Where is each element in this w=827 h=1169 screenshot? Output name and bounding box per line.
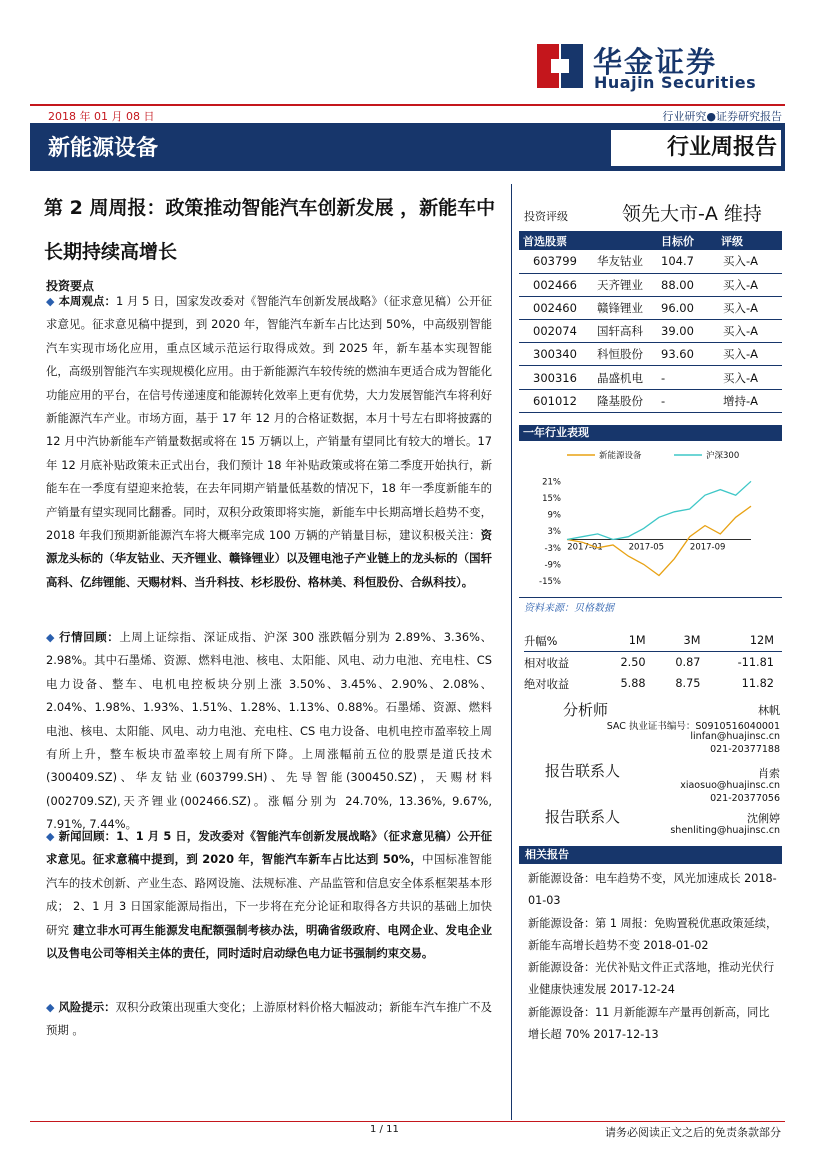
stock-row [519,250,782,273]
stock-row [519,320,782,343]
x-tick-label: 2017-05 [628,542,665,553]
stock-header-cell: 评级 [717,231,782,250]
stock-rating: 买入-A [717,320,782,343]
para-label: 本周观点： [58,294,117,308]
stock-name: 天齐锂业 [593,273,657,296]
report-title: 第 2 周周报：政策推动智能汽车创新发展 ，新能车中长期持续高增长 [44,197,496,263]
return-header-cell: 3M [654,630,709,652]
related-report-item[interactable]: 新能源设备：光伏补贴文件正式落地，推动光伏行业健康快速发展 2017-12-24 [528,961,775,996]
report-date: 2018 年 01 月 08 日 [48,110,155,123]
return-row [524,673,782,695]
diamond-bullet-icon: ◆ [46,1001,55,1014]
stock-row [519,273,782,296]
stock-name: 赣锋锂业 [593,296,657,319]
stock-rating: 买入-A [717,343,782,366]
para-label: 风险提示： [58,1000,116,1014]
contact-email[interactable]: xiaosuo@huajinsc.cn [680,780,780,791]
contact-title: 报告联系人 [545,808,621,826]
stock-target: 88.00 [657,273,717,296]
stock-target: - [657,366,717,389]
para-text: 双积分政策出现重大变化；上游原材料价格大幅波动；新能车汽车推广不及预期 。 [46,1000,492,1038]
legend-label: 沪深300 [706,451,740,461]
stock-rating: 增持-A [717,389,782,412]
y-tick-label: 3% [547,527,561,538]
company-logo [537,40,772,92]
industry-banner [30,123,785,171]
paragraph-market [46,626,492,837]
industry-name: 新能源设备 [48,136,159,161]
para-bold: 资源龙头标的（华友钴业、天齐锂业、赣锋锂业）以及锂电池子产业链上的龙头标的（国轩高科、亿纬锂能、天赐材料、当升科技、杉杉股份、格林美、科恒股份、合纵科技）。 [46,528,492,589]
analyst-title: 分析师 [563,701,609,719]
related-report-item[interactable]: 新能源设备：第 1 周报：免购置税优惠政策延续，新能车高增长趋势不变 2018-01-02 [528,917,778,952]
return-value: -11.81 [737,656,774,669]
para-label: 新闻回顾： [58,829,117,843]
contact-email[interactable]: shenliting@huajinsc.cn [670,825,780,836]
related-report-item[interactable]: 新能源设备：11 月新能源车产量再创新高，同比增长超 70% 2017-12-13 [528,1006,770,1041]
contact-title: 报告联系人 [545,762,621,780]
stock-rating: 买入-A [717,296,782,319]
stock-rating: 买入-A [717,366,782,389]
rating-value: 领先大市-A 维持 [622,203,762,225]
return-header-cell: 12M [708,630,782,652]
stock-code: 002466 [519,273,593,296]
stock-name: 晶盛机电 [593,366,657,389]
return-header-cell: 升幅% [524,630,599,652]
legend-label: 新能源设备 [599,451,642,461]
report-category: 行业研究●证券研究报告 [662,110,782,123]
y-tick-label: -15% [539,577,561,587]
stock-row [519,296,782,319]
return-value: 0.87 [675,656,701,669]
x-tick-label: 2017-01 [567,542,603,553]
analyst-email[interactable]: linfan@huajinsc.cn [690,731,780,742]
stock-name: 国轩高科 [593,320,657,343]
diamond-bullet-icon: ◆ [46,830,55,843]
stock-target: - [657,389,717,412]
para-text: 1 月 5 日，国家发改委对《智能汽车创新发展战略》（征求意见稿）公开征求意见。征求意见稿中提到，到 2020 年，智能汽车新车占比达到 50%，中高级别智能汽车实现市场化应用，重点区域示范运行取得成效。到 2025 年，新车基本实现智能化，高级别智能汽车实现规模化应用。由于新能源汽车较传统的燃油车更适合成为智能化功能应用的平台，在信号传递速度和能源转化效率上更有优势，大力发展智能汽车将利好新能源汽车产业。市场方面，基于 17 年 12 月的合格证数据，本月十号左右即将披露的 12 月中汽协新能车产销量数据或将在 15 万辆以上，产销量有望同比有较大的增长。17 年 12 月底补贴政策未正式出台，我们预计 18 年补贴政策或将在第二季度开始执行，新能车在一季度有望迎来抢装，在去年同期产销量低基数的情况下，18 年一季度新能车的产销量有望实现同比翻番。同时，双积分政策即将实施，新能车中长期高增长趋势不变，2018 年我们预期新能源汽车将大概率完成 100 万辆的产销量目标，建议积极关注： [46,294,492,543]
return-header-cell: 1M [599,630,654,652]
analyst-phone: 021-20377188 [710,744,780,755]
column-divider [511,184,512,1120]
para-text: 中国标准智能汽车的技术创新、产业生态、路网设施、法规标准、产品监管和信息安全体系框架基本形成； 2、1 月 3 日国家能源局指出，下一步将在充分论证和取得各方共识的基础上加快研究 [46,852,492,937]
report-type: 行业周报告 [666,135,777,160]
stock-code: 300340 [519,343,593,366]
stock-code: 601012 [519,389,593,412]
chart-source: 资料来源：贝格数据 [524,603,614,614]
section-label: 投资要点 [46,279,95,293]
stock-name: 科恒股份 [593,343,657,366]
return-table [524,630,782,695]
contact-phone: 021-20377056 [710,793,780,804]
stock-code: 300316 [519,366,593,389]
stock-rating: 买入-A [717,273,782,296]
stock-name: 华友钴业 [593,250,657,273]
paragraph-risk [46,996,492,1043]
source-rule [519,597,782,598]
related-reports-bar: 相关报告 [519,846,782,864]
stock-code: 002074 [519,320,593,343]
performance-chart [519,443,782,593]
contact-name: 沈俐婷 [747,812,780,825]
diamond-bullet-icon: ◆ [46,631,56,644]
stock-target: 96.00 [657,296,717,319]
stock-code: 603799 [519,250,593,273]
para-label: 行情回顾： [59,630,120,644]
paragraph-news [46,825,492,965]
rating-label: 投资评级 [524,210,568,223]
return-label: 相对收益 [524,656,570,670]
stock-table [519,231,782,413]
return-row [524,652,782,674]
y-tick-label: 21% [542,477,561,488]
analyst-cert: SAC 执业证书编号：S0910516040001 [606,721,780,732]
stock-rating: 买入-A [717,250,782,273]
series-line [567,506,751,575]
disclaimer: 请务必阅读正文之后的免责条款部分 [605,1126,781,1139]
y-tick-label: -3% [544,543,561,554]
return-header [524,630,782,652]
return-value: 2.50 [620,656,646,669]
paragraph-view [46,290,492,594]
footer-rule [30,1121,785,1122]
logo-text-cn: 华金证券 [593,45,718,79]
para-bold: 1、1 月 5 日，发改委对《智能汽车创新发展战略》（征求意见稿）公开征求意见。征求意稿中提到，到 2020 年，智能汽车新车占比达到 50%， [46,829,492,867]
related-report-item[interactable]: 新能源设备：电车趋势不变，风光加速成长 2018-01-03 [528,872,777,907]
page-number: 1 / 11 [370,1124,399,1135]
stock-header-cell: 首选股票 [519,231,593,250]
header-rule [30,104,785,106]
stock-row [519,389,782,412]
stock-target: 93.60 [657,343,717,366]
return-value: 11.82 [741,677,774,691]
return-value: 5.88 [620,677,646,691]
logo-text-en: Huajin Securities [594,73,757,92]
y-tick-label: 9% [547,510,561,521]
stock-header-cell [593,231,657,250]
stock-target: 39.00 [657,320,717,343]
return-label: 绝对收益 [524,677,570,691]
performance-bar: 一年行业表现 [519,425,782,441]
para-text: 上周上证综指、深证成指、沪深 300 涨跌幅分别为 2.89%、3.36%、2.98%。其中石墨烯、资源、燃料电池、核电、太阳能、风电、动力电池、充电柱、CS 电力设备、整车、电机电控板块分别上涨 3.50%、3.45%、2.90%、2.08%、2.04%、1.98%、1.93%、1.51%、1.28%、1.13%、0.88%。石墨烯、资源、燃料电池、核电、太阳能、风电、动力电池、充电柱、CS 电力设备、电机电控市盈率较上周有所上升，整车板块市盈率较上周有所下降。上周涨幅前五位的股票是道氏技术(300409.SZ)、华友钴业(603799.SH)、先导智能(300450.SZ)，天赐材料(002709.SZ),天齐锂业(002466.SZ)。涨幅分别为 24.70%, 13.36%, 9.67%, 7.91%, 7.44%。 [46,630,492,832]
contact-name: 肖索 [758,767,780,780]
analyst-name: 林帆 [758,704,780,717]
stock-row [519,366,782,389]
return-value: 8.75 [675,677,701,691]
logo-mark-icon [537,44,583,88]
stock-row [519,343,782,366]
stock-table-header [519,231,782,250]
para-bold: 建立非水可再生能源发电配额强制考核办法，明确省级政府、电网企业、发电企业以及售电公司等相关主体的责任，同时适时启动绿色电力证书强制约束交易。 [46,922,492,961]
stock-name: 隆基股份 [593,389,657,412]
x-tick-label: 2017-09 [689,542,726,553]
y-tick-label: -9% [544,560,561,571]
y-tick-label: 15% [542,493,561,504]
stock-code: 002460 [519,296,593,319]
stock-header-cell: 目标价 [657,231,717,250]
diamond-bullet-icon: ◆ [46,295,55,308]
stock-target: 104.7 [657,250,717,273]
report-type-box [611,130,781,166]
